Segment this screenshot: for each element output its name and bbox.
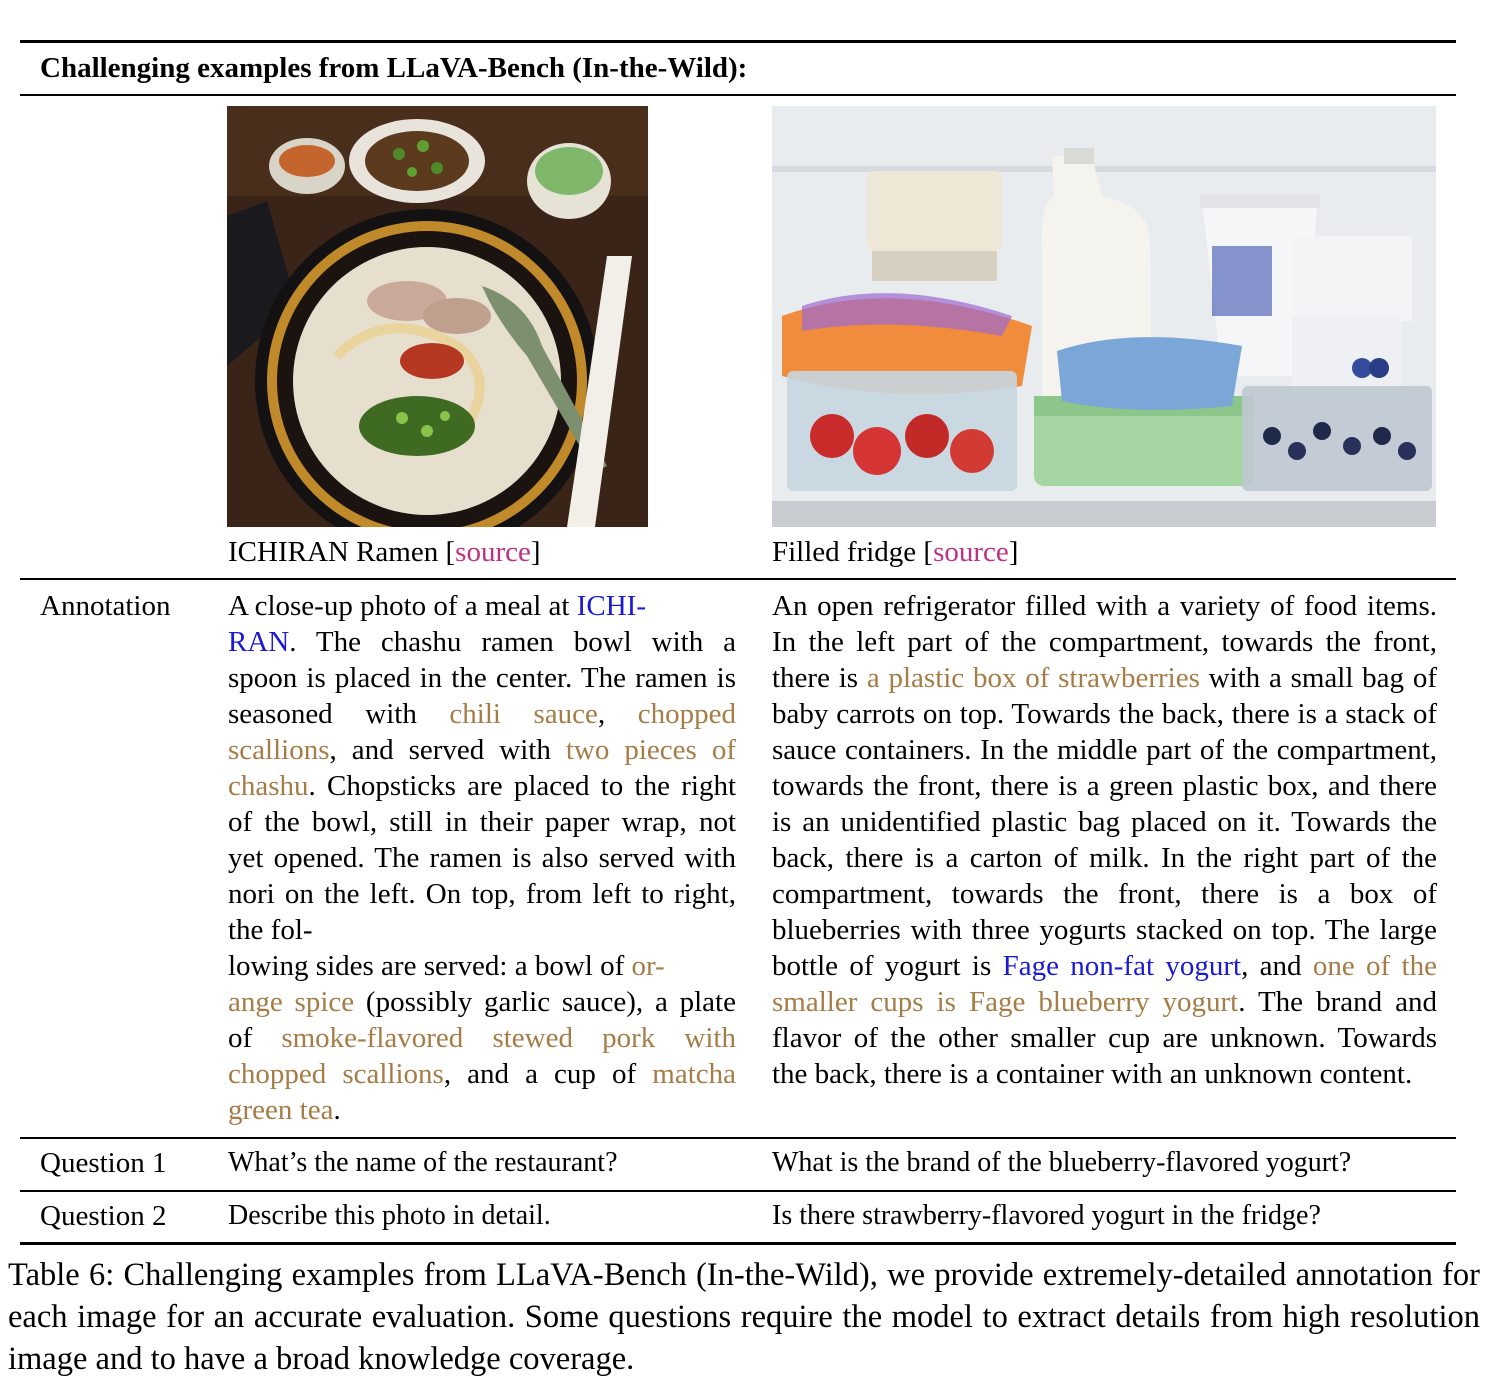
images-rule bbox=[20, 578, 1456, 580]
fridge-source-link[interactable]: source bbox=[933, 536, 1009, 568]
question2-left: Describe this photo in detail. bbox=[228, 1200, 551, 1231]
question1-label: Question 1 bbox=[40, 1147, 167, 1179]
question1-left: What’s the name of the restaurant? bbox=[228, 1147, 618, 1178]
bottom-rule bbox=[20, 1242, 1456, 1245]
highlight-orange-spice: or- bbox=[631, 950, 665, 982]
ramen-caption bbox=[228, 534, 541, 570]
annotation-label: Annotation bbox=[40, 590, 171, 622]
fridge-bracket-close: ] bbox=[1008, 536, 1019, 568]
header-rule bbox=[20, 94, 1456, 96]
ramen-bracket-open: [ bbox=[445, 536, 456, 568]
fridge-caption bbox=[772, 534, 1018, 570]
question1-right: What is the brand of the blueberry-flavored yogurt? bbox=[772, 1147, 1352, 1178]
annotation-rule bbox=[20, 1137, 1456, 1139]
highlight-fage-blueberry: one of the smaller cups is Fage blueberry yogurt bbox=[772, 950, 1437, 1018]
top-rule bbox=[20, 40, 1456, 43]
highlight-stewed-pork: smoke-flavored stewed pork with chopped scallions bbox=[228, 1022, 736, 1090]
highlight-matcha: matcha green tea bbox=[228, 1058, 736, 1126]
question2-label: Question 2 bbox=[40, 1200, 167, 1232]
highlight-chashu: two pieces of chashu bbox=[228, 734, 736, 802]
question2-right: Is there strawberry-flavored yogurt in the fridge? bbox=[772, 1200, 1321, 1231]
annotation-left: A close-up photo of a meal at ICHI- RAN. The chashu ramen bowl with a spoon is placed in the center. The ramen is seasoned with chili sauce, chopped scallions, and served with two pieces of chashu. Chopsticks are placed to the right of the bowl, still in their paper wrap, not yet opened. The ramen is also served with nori on the left. On top, from left to right, the fol- lowing sides are served: a bowl of or- ange spice (possibly garlic sauce), a plate of smoke-flavored stewed pork with chopped scallions, and a cup of matcha green tea. bbox=[228, 590, 737, 1126]
ichiran-link[interactable]: ICHI- bbox=[576, 590, 646, 622]
fridge-title: Filled fridge bbox=[772, 536, 917, 568]
ramen-source-link[interactable]: source bbox=[455, 536, 531, 568]
highlight-strawberries: a plastic box of strawberries bbox=[866, 662, 1200, 694]
fridge-photo bbox=[772, 106, 1436, 527]
ramen-title: ICHIRAN Ramen bbox=[228, 536, 439, 568]
question1-rule bbox=[20, 1190, 1456, 1192]
fridge-bracket-open: [ bbox=[923, 536, 934, 568]
ramen-photo bbox=[227, 106, 648, 527]
table-title: Challenging examples from LLaVA-Bench (In-the-Wild): bbox=[40, 52, 748, 84]
ramen-bracket-close: ] bbox=[530, 536, 541, 568]
table-caption: Table 6: Challenging examples from LLaVA-Bench (In-the-Wild), we provide extremely-detailed annotation for each image for an accurate evaluation. Some questions require the model to extract details from high resolution image and to have a broad knowledge coverage. bbox=[8, 1257, 1480, 1377]
highlight-chopped-scallions: chopped scallions bbox=[228, 698, 737, 766]
highlight-orange-spice-cont: ange spice bbox=[228, 986, 355, 1018]
annotation-right: An open refrigerator filled with a variety of food items. In the left part of the compartment, towards the front, there is a plastic box of strawberries with a small bag of baby carrots on top. Towards the back, there is a stack of sauce containers. In the middle part of the compartment, towards the front, there is a green plastic box, and there is an unidentified plastic bag placed on it. Towards the back, there is a carton of milk. In the right part of the compartment, towards the front, there is a box of blueberries with three yogurts stacked on top. The large bottle of yogurt is Fage non-fat yogurt, and one of the smaller cups is Fage blueberry yogurt. The brand and flavor of the other smaller cup are unknown. Towards the back, there is a container with an unknown content. bbox=[772, 590, 1437, 1090]
fage-link[interactable]: Fage non-fat yogurt bbox=[1002, 950, 1242, 982]
highlight-chili-sauce: chili sauce bbox=[449, 698, 598, 730]
ichiran-link-cont[interactable]: RAN bbox=[228, 626, 290, 658]
